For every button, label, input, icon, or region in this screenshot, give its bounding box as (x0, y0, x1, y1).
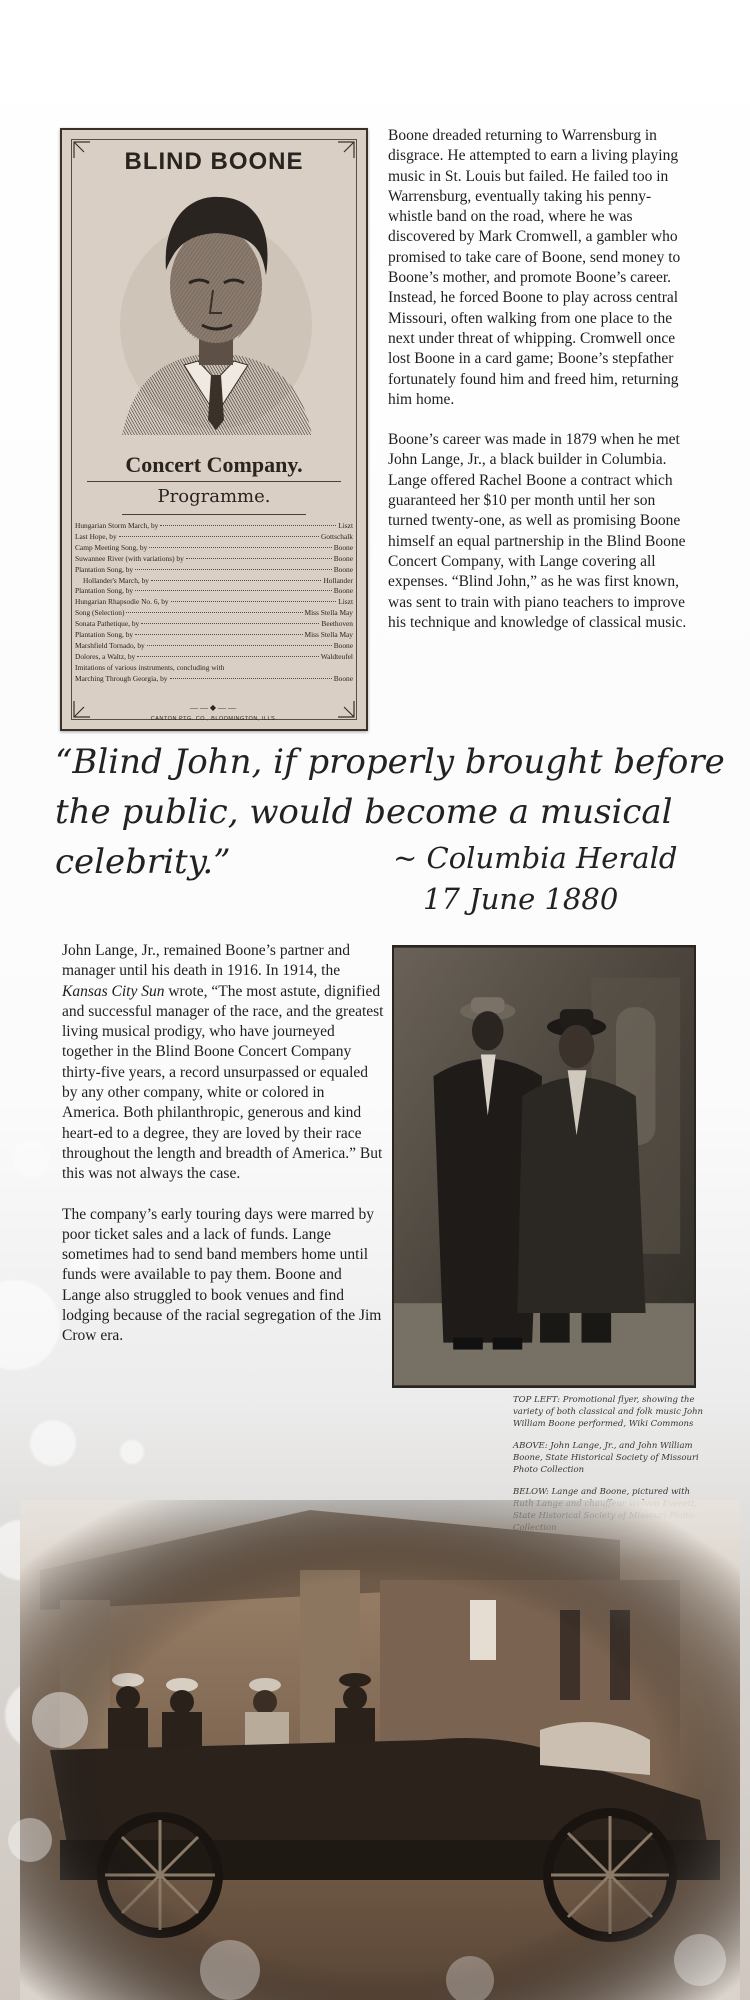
programme-item: Song (Selection) Miss Stella May (75, 608, 353, 618)
text-column-right (388, 126, 688, 633)
flyer-rule (87, 481, 341, 482)
flyer-company-name: Concert Company. (125, 452, 303, 477)
caption-top-left: TOP LEFT: Promotional flyer, showing the variety of both classical and folk music John William Boone performed, Wiki Commons (513, 1395, 704, 1429)
quote-source-publication: ~ Columbia Herald (393, 841, 678, 875)
programme-item: Suwannee River (with variations) by Boone (75, 553, 353, 563)
programme-item: Last Hope, by Gottschalk (75, 531, 353, 541)
programme-item: Hungarian Rhapsodie No. 6, by Liszt (75, 597, 353, 607)
lange-boone-car-photo (0, 1500, 750, 2000)
quote-source (393, 838, 723, 920)
programme-item: Hollander's March, by Hollander (83, 575, 353, 585)
programme-item: Plantation Song, by Miss Stella May (75, 630, 353, 640)
boone-portrait-engraving (114, 175, 318, 435)
programme-item: Marshfield Tornado, by Boone (75, 640, 353, 650)
programme-item: Plantation Song, by Boone (75, 564, 353, 574)
paragraph-kansas-city-sun: John Lange, Jr., remained Boone’s partner and manager until his death in 1916. In 1914, the Kansas City Sun wrote, “The most astute, dignified and successful manager of the race, and the greatest living musical prodigy, who have journeyed together in the Blind Boone Concert Company thirty-five years, a record unsurpassed or equaled by any other company, white or colored in America. Both philanthropic, generous and kind heart-ed to a degree, they are loved by their race throughout the length and breadth of America.” But this was not always the case. (62, 942, 384, 1183)
flyer-divider-ornament: ——◆—— (189, 703, 239, 712)
flyer-rule (122, 514, 306, 515)
programme-item: Hungarian Storm March, by Liszt (75, 521, 353, 530)
programme-list (75, 521, 353, 685)
flyer-programme-label: Programme. (157, 486, 271, 507)
programme-item: Sonata Pathetique, by Beethoven (75, 619, 353, 629)
paragraph-lange-contract: Boone’s career was made in 1879 when he met John Lange, Jr., a black builder in Columbia. Lange offered Rachel Boone a contract which guaranteed her $10 per month until her son turned twenty-one, as well as promising Boone himself an equal partnership in the Blind Boone Concert Company, with Lange covering all expenses. “Blind John,” as he was first known, was sent to train with piano teachers to improve his technique and knowledge of classical music. (388, 431, 687, 631)
programme-item: Marching Through Georgia, by Boone (75, 673, 353, 683)
text-column-left (62, 941, 384, 1347)
programme-item: Plantation Song, by Boone (75, 586, 353, 596)
flyer-printer-credit: CANTON PTG. CO., BLOOMINGTON, ILLS. (150, 716, 278, 722)
programme-item: Imitations of various instruments, concluding with (75, 662, 225, 672)
quote-source-date: 17 June 1880 (423, 882, 619, 916)
programme-item: Camp Meeting Song, by Boone (75, 542, 353, 552)
flyer-title: BLIND BOONE (124, 148, 304, 175)
newspaper-title: Kansas City Sun (62, 982, 165, 1000)
paragraph-touring-days: The company’s early touring days were marred by poor ticket sales and a lack of funds. Lange sometimes had to send band members home until funds were available to pay them. Boone and Lange also struggled to book venues and find lodging because of the racial segregation of the Jim Crow era. (62, 1205, 382, 1345)
paragraph-cromwell: Boone dreaded returning to Warrensburg in disgrace. He attempted to earn a living playing music in St. Louis but failed. He failed too in Warrensburg, eventually taking his penny-whistle band on the road, where he was discovered by Mark Cromwell, a gambler who promised to take care of Boone, send money to Boone’s mother, and promote Boone’s career. Instead, he forced Boone to play across central Missouri, often walking from one place to the next under threat of whipping. Cromwell once lost Boone in a card game; Boone’s stepfather fortunately found him and freed him, returning him home. (388, 127, 681, 408)
pull-quote: “Blind John, if properly brought before the public, would become a musical celebrity.” (55, 742, 725, 882)
concert-flyer-image (60, 128, 368, 731)
lange-and-boone-photo (392, 945, 696, 1388)
caption-below: BELOW: Lange and Boone, pictured with (513, 1487, 690, 1497)
programme-item: Dolores, a Waltz, by Waldteufel (75, 651, 353, 661)
caption-above: ABOVE: John Lange, Jr., and John William Boone, State Historical Society of Missouri Photo Collection (513, 1441, 699, 1475)
